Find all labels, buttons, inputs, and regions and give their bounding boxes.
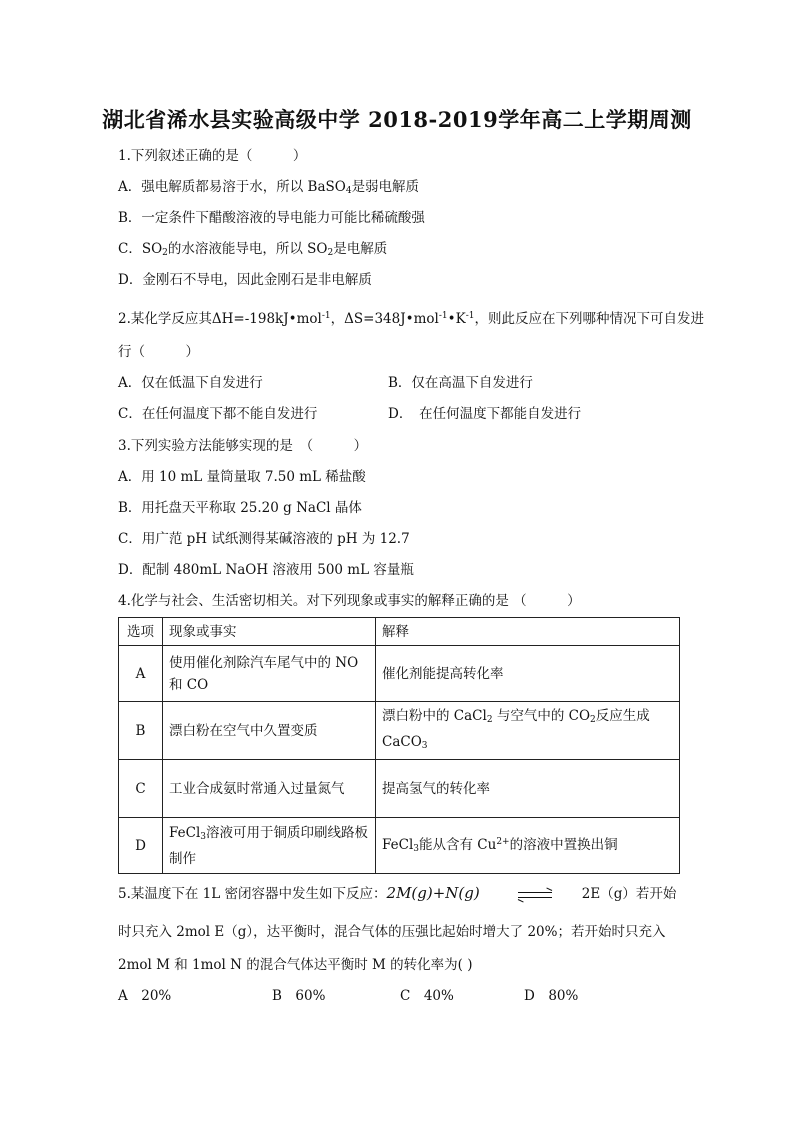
q1-option-a: [118, 178, 419, 200]
q2-stem-line2: 行（ ）: [118, 344, 199, 360]
q1-a-sub: 4: [345, 186, 352, 196]
table-cell-explanation: [376, 702, 680, 760]
q5-option-b: B 60%: [272, 988, 326, 1004]
table-header-row: [119, 618, 680, 646]
q3-option-c: C．用广范 pH 试纸测得某碱溶液的 pH 为 12.7: [118, 531, 410, 547]
fact-text: FeCl: [169, 824, 201, 841]
fact-text-post: 溶液可用于铜质印刷线路板制作: [169, 824, 368, 867]
expl-sub2: 2: [590, 714, 596, 725]
fact-sub: 3: [200, 831, 206, 842]
q5-equation-right: 2E（g）若开始: [581, 886, 677, 902]
table-cell-option: D: [119, 818, 163, 874]
expl-text-post: 的溶液中置换出铜: [509, 837, 618, 853]
expl-text: FeCl: [382, 837, 414, 853]
q2-stem: [118, 307, 704, 328]
q5-option-a: A 20%: [118, 988, 172, 1004]
table-cell-fact: [163, 818, 376, 874]
q2-stem-mid2: •K: [447, 311, 466, 327]
table-cell-fact: 使用催化剂除汽车尾气中的 NO 和 CO: [163, 646, 376, 702]
expl-text: 漂白粉中的 CaCl: [382, 707, 487, 724]
q5-option-d: D 80%: [524, 988, 579, 1004]
table-row: [119, 760, 680, 818]
table-row: [119, 818, 680, 874]
q3-option-d: D．配制 480mL NaOH 溶液用 500 mL 容量瓶: [118, 562, 414, 578]
q5-stem: [118, 884, 676, 903]
q3-option-b: B．用托盘天平称取 25.20 g NaCl 晶体: [118, 500, 362, 516]
q4-table: [118, 617, 680, 874]
q4-stem: 4.化学与社会、生活密切相关。对下列现象或事实的解释正确的是 （ ）: [118, 593, 581, 609]
q2-sup-1: -1: [321, 311, 331, 321]
table-cell-explanation: 催化剂能提高转化率: [376, 646, 680, 702]
expl-sub: 3: [413, 844, 419, 854]
q5-stem-text: 5.某温度下在 1L 密闭容器中发生如下反应：: [118, 886, 387, 902]
q1-stem: 1.下列叙述正确的是（ ）: [118, 148, 307, 164]
q3-stem: 3.下列实验方法能够实现的是 （ ）: [118, 438, 368, 454]
table-header-cell: 选项: [119, 618, 163, 646]
table-row: [119, 702, 680, 760]
q2-option-b: B．仅在高温下自发进行: [388, 375, 533, 391]
table-cell-fact: 漂白粉在空气中久置变质: [163, 702, 376, 760]
table-cell-explanation: 提高氢气的转化率: [376, 760, 680, 818]
q1-c-text-mid: 的水溶液能导电，所以 SO: [167, 241, 328, 257]
table-cell-explanation: [376, 818, 680, 874]
q2-stem-text: 2.某化学反应其ΔH=-198kJ•mol: [118, 311, 322, 327]
q1-a-text: A．强电解质都易溶于水，所以 BaSO: [118, 179, 346, 195]
expl-sup: 2+: [496, 837, 510, 847]
q1-option-c: [118, 240, 387, 262]
q2-option-c: C．在任何温度下都不能自发进行: [118, 406, 318, 422]
q1-c-text-post: 是电解质: [333, 241, 388, 257]
q2-option-d: D． 在任何温度下都能自发进行: [388, 406, 582, 422]
q2-sup-3: -1: [465, 311, 475, 321]
expl-sub: 2: [486, 714, 493, 725]
page-title: 湖北省浠水县实验高级中学 2018-2019学年高二上学期周测: [102, 107, 692, 132]
table-cell-option: B: [119, 702, 163, 760]
expl-text-mid: 与空气中的 CO: [492, 707, 591, 724]
q5-option-c: C 40%: [400, 988, 454, 1004]
q1-a-text-post: 是弱电解质: [351, 179, 420, 195]
table-header-cell: 解释: [376, 618, 680, 646]
expl-text-mid: 能从含有 Cu: [419, 837, 497, 853]
q1-option-d: D．金刚石不导电，因此金刚石是非电解质: [118, 272, 372, 288]
table-header-cell: 现象或事实: [163, 618, 376, 646]
q1-c-sub: 2: [162, 248, 168, 258]
table-cell-option: A: [119, 646, 163, 702]
q2-option-a: A．仅在低温下自发进行: [118, 375, 263, 391]
q2-stem-post: ，则此反应在下列哪种情况下可自发进: [474, 311, 704, 327]
q1-c-text: C．SO: [118, 241, 163, 257]
table-cell-fact: 工业合成氨时常通入过量氮气: [163, 760, 376, 818]
q1-option-b: B．一定条件下醋酸溶液的导电能力可能比稀硫酸强: [118, 210, 425, 226]
table-cell-option: C: [119, 760, 163, 818]
q1-c-sub2: 2: [327, 248, 334, 258]
table-row: [119, 646, 680, 702]
q5-equation-left: 2M(g)+N(g): [386, 884, 480, 902]
equilibrium-arrow-icon: [518, 890, 552, 900]
q2-stem-mid: ，ΔS=348J•mol: [330, 311, 439, 327]
expl-line2: CaCO: [382, 733, 422, 750]
q5-line3: 2mol M 和 1mol N 的混合气体达平衡时 M 的转化率为( ): [118, 957, 473, 973]
expl-line2-sub: 3: [421, 740, 428, 751]
expl-text-post: 反应生成: [595, 707, 650, 724]
q2-sup-2: -1: [438, 311, 448, 321]
q5-line2: 时只充入 2mol E（g），达平衡时，混合气体的压强比起始时增大了 20%；若开始时只充入: [118, 924, 666, 940]
q3-option-a: A．用 10 mL 量筒量取 7.50 mL 稀盐酸: [118, 469, 366, 485]
